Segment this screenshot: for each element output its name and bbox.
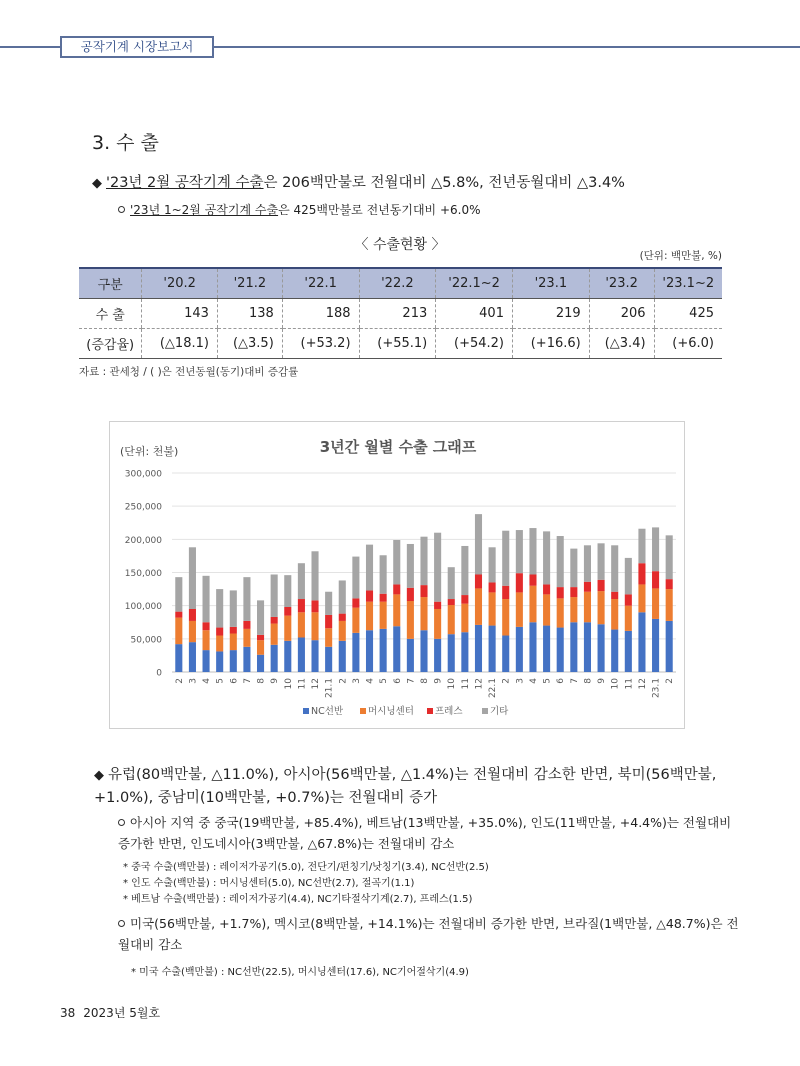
header-cell: '22.1 — [282, 268, 359, 298]
section-title: 3. 수 출 — [92, 132, 159, 154]
bar-segment — [489, 626, 496, 672]
x-tick-label: 11 — [460, 678, 471, 690]
bar-segment — [570, 622, 577, 672]
bar-segment — [502, 531, 509, 586]
table-row — [79, 298, 722, 328]
legend-swatch — [427, 708, 433, 714]
bar-segment — [366, 630, 373, 672]
bar-segment — [284, 641, 291, 672]
x-tick-label: 5 — [542, 678, 553, 684]
bar-segment — [189, 642, 196, 672]
bar-segment — [652, 588, 659, 619]
bar-segment — [175, 577, 182, 611]
bar-segment — [638, 584, 645, 612]
bar-segment — [189, 609, 196, 621]
legend-swatch — [482, 708, 488, 714]
circle-bullet-icon — [118, 819, 125, 826]
table-cell: (+6.0) — [654, 328, 722, 358]
table-cell: 138 — [217, 298, 282, 328]
bar-segment — [393, 540, 400, 584]
main-bullet — [92, 171, 625, 192]
bar-segment — [638, 529, 645, 563]
bar-segment — [516, 592, 523, 626]
bar-segment — [489, 582, 496, 592]
legend-label: 머시닝센터 — [368, 706, 414, 717]
bar-segment — [311, 640, 318, 672]
issue-label: 2023년 5월호 — [83, 1006, 161, 1020]
bar-segment — [420, 585, 427, 597]
bar-segment — [584, 622, 591, 672]
bar-segment — [420, 630, 427, 672]
bar-segment — [216, 589, 223, 627]
bar-segment — [380, 555, 387, 593]
bar-segment — [271, 574, 278, 616]
bar-segment — [216, 628, 223, 636]
header-cell: '23.1~2 — [654, 268, 722, 298]
bar-segment — [475, 588, 482, 624]
bar-segment — [230, 634, 237, 651]
bar-segment — [557, 628, 564, 672]
table-cell: (+53.2) — [282, 328, 359, 358]
bar-segment — [311, 612, 318, 640]
bar-segment — [529, 574, 536, 585]
table-unit: (단위: 백만불, %) — [639, 250, 722, 262]
bar-segment — [611, 592, 618, 599]
row-label: 수 출 — [79, 298, 142, 328]
x-tick-label: 4 — [202, 678, 213, 684]
table-cell: 206 — [589, 298, 654, 328]
bar-segment — [203, 576, 210, 622]
table-cell: (+55.1) — [359, 328, 436, 358]
x-tick-label: 10 — [283, 678, 294, 690]
x-tick-label: 4 — [365, 678, 376, 684]
america-sub-text: 미국(56백만불, +1.7%), 멕시코(8백만불, +14.1%)는 전월대비 증가한 반면, 브라질(1백만불, △48.7%)은 전월대비 감소 — [118, 916, 739, 952]
bar-segment — [420, 597, 427, 630]
x-tick-label: 10 — [447, 678, 458, 690]
bar-segment — [461, 604, 468, 633]
bar-segment — [352, 598, 359, 607]
x-tick-label: 7 — [569, 678, 580, 684]
x-tick-label: 8 — [420, 678, 430, 684]
region-bullet-text: 유럽(80백만불, △11.0%), 아시아(56백만불, △1.4%)는 전월대비 감소한 반면, 북미(56백만불, +1.0%), 중남미(10백만불, +0.7%)는 전월대비 증가 — [94, 767, 717, 806]
legend-label: 프레스 — [435, 706, 463, 717]
table-cell: (△18.1) — [142, 328, 218, 358]
bar-segment — [529, 622, 536, 672]
export-chart — [109, 421, 685, 729]
y-tick-label: 300,000 — [124, 469, 162, 480]
bar-segment — [366, 590, 373, 601]
bar-segment — [502, 586, 509, 599]
bar-segment — [243, 629, 250, 647]
x-tick-label: 6 — [392, 678, 403, 684]
note-china: * 중국 수출(백만불) : 레이저가공기(5.0), 전단기/펀칭기/낫칭기(3.4), NC선반(2.5) — [123, 862, 489, 873]
header-cell: '21.2 — [217, 268, 282, 298]
x-tick-label: 8 — [256, 678, 267, 684]
bar-segment — [393, 626, 400, 672]
bar-segment — [584, 582, 591, 592]
asia-sub-text: 아시아 지역 중 중국(19백만불, +85.4%), 베트남(13백만불, +35.0%), 인도(11백만불, +4.4%)는 전월대비 증가한 반면, 인도네시아(3백만불, △67.8%)는 전월대비 감소 — [118, 815, 732, 851]
sub-bullet — [118, 201, 480, 218]
bar-segment — [652, 619, 659, 672]
x-tick-label: 2 — [338, 678, 349, 684]
x-tick-label: 12 — [311, 678, 322, 690]
table-cell: 188 — [282, 298, 359, 328]
bar-segment — [434, 609, 441, 639]
sub-bullet-subject: '23년 1~2월 공작기계 수출 — [130, 203, 279, 217]
x-tick-label: 9 — [433, 678, 444, 684]
page-number: 38 — [60, 1006, 76, 1020]
y-tick-label: 0 — [156, 668, 162, 679]
header-cell: '22.2 — [359, 268, 436, 298]
bar-segment — [230, 627, 237, 634]
bar-segment — [638, 612, 645, 672]
bar-segment — [311, 551, 318, 600]
bar-segment — [257, 635, 264, 640]
x-tick-label: 3 — [351, 678, 362, 684]
bar-segment — [584, 592, 591, 623]
x-tick-label: 23.1 — [651, 678, 662, 699]
bar-segment — [352, 557, 359, 599]
bar-segment — [175, 612, 182, 618]
x-tick-label: 4 — [528, 678, 539, 684]
bar-segment — [284, 607, 291, 616]
bar-segment — [543, 594, 550, 625]
america-sub-bullet — [118, 913, 744, 955]
bar-segment — [625, 606, 632, 631]
bar-segment — [339, 621, 346, 641]
header-cell: '20.2 — [142, 268, 218, 298]
bar-segment — [434, 639, 441, 672]
legend-label: NC선반 — [311, 706, 344, 717]
bar-segment — [543, 531, 550, 584]
bar-segment — [271, 645, 278, 672]
bar-segment — [189, 621, 196, 642]
report-section-tab: 공작기계 시장보고서 — [60, 36, 214, 58]
bar-segment — [611, 599, 618, 630]
x-tick-label: 2 — [665, 678, 676, 684]
bar-segment — [420, 537, 427, 585]
table-cell: 401 — [436, 298, 513, 328]
table-source: 자료 : 관세청 / ( )은 전년동월(동기)대비 증감률 — [79, 366, 299, 378]
bar-segment — [652, 571, 659, 588]
table-cell: (△3.4) — [589, 328, 654, 358]
bar-segment — [570, 549, 577, 587]
bar-segment — [366, 545, 373, 591]
table-cell: (+16.6) — [512, 328, 589, 358]
bar-segment — [298, 563, 305, 599]
bar-segment — [461, 595, 468, 604]
bar-segment — [543, 584, 550, 594]
bar-segment — [284, 616, 291, 641]
chart-unit-label: (단위: 천불) — [120, 445, 179, 458]
bar-segment — [448, 634, 455, 672]
x-tick-label: 7 — [406, 678, 417, 684]
bar-segment — [175, 618, 182, 645]
x-tick-label: 9 — [597, 678, 608, 684]
bar-segment — [243, 621, 250, 629]
bar-segment — [339, 614, 346, 621]
table-header-row — [79, 268, 722, 298]
x-tick-label: 7 — [242, 678, 253, 684]
diamond-bullet-icon: ◆ — [94, 768, 104, 783]
bar-segment — [257, 640, 264, 655]
bar-segment — [325, 647, 332, 672]
bar-segment — [475, 514, 482, 574]
bar-segment — [271, 617, 278, 624]
legend-swatch — [303, 708, 309, 714]
x-tick-label: 3 — [515, 678, 526, 684]
x-tick-label: 8 — [583, 678, 594, 684]
bar-segment — [516, 573, 523, 592]
bar-segment — [666, 589, 673, 621]
bar-segment — [625, 594, 632, 605]
table-title: 〈 수출현황 〉 — [354, 237, 446, 253]
y-tick-label: 250,000 — [124, 502, 162, 513]
bar-segment — [243, 577, 250, 621]
circle-bullet-icon — [118, 920, 125, 927]
bar-segment — [598, 543, 605, 579]
x-tick-label: 9 — [270, 678, 281, 684]
x-tick-label: 2 — [501, 678, 512, 684]
bar-segment — [625, 558, 632, 594]
bar-segment — [625, 631, 632, 672]
bar-segment — [611, 545, 618, 591]
bar-segment — [666, 579, 673, 589]
bar-segment — [611, 630, 618, 672]
y-tick-label: 50,000 — [130, 635, 162, 646]
x-tick-label: 11 — [297, 678, 308, 690]
bar-segment — [598, 591, 605, 624]
bar-segment — [352, 608, 359, 633]
bar-segment — [380, 594, 387, 602]
x-tick-label: 3 — [188, 678, 199, 684]
region-bullet — [94, 764, 744, 810]
bar-segment — [543, 626, 550, 672]
bar-segment — [584, 545, 591, 581]
bar-segment — [189, 547, 196, 609]
bar-segment — [448, 605, 455, 634]
bar-segment — [475, 574, 482, 588]
bar-segment — [175, 644, 182, 672]
bar-segment — [298, 599, 305, 612]
bar-segment — [230, 650, 237, 672]
diamond-bullet-icon: ◆ — [92, 176, 102, 191]
bar-segment — [271, 624, 278, 645]
chart-svg — [110, 422, 686, 730]
note-india: * 인도 수출(백만불) : 머시닝센터(5.0), NC선반(2.7), 절곡기(1.1) — [123, 878, 415, 889]
y-tick-label: 100,000 — [124, 602, 162, 613]
bar-segment — [203, 622, 210, 630]
table-cell: 213 — [359, 298, 436, 328]
bar-segment — [434, 602, 441, 609]
x-tick-label: 12 — [637, 678, 648, 690]
x-tick-label: 11 — [624, 678, 635, 690]
x-tick-label: 5 — [379, 678, 390, 684]
bar-segment — [407, 588, 414, 601]
bar-segment — [257, 655, 264, 672]
bar-segment — [489, 547, 496, 582]
bar-segment — [461, 546, 468, 595]
x-tick-label: 12 — [474, 678, 485, 690]
x-tick-label: 2 — [174, 678, 185, 684]
note-usa: * 미국 수출(백만불) : NC선반(22.5), 머시닝센터(17.6), NC기어절삭기(4.9) — [131, 967, 469, 978]
bar-segment — [407, 601, 414, 639]
bar-segment — [502, 599, 509, 635]
x-tick-label: 5 — [215, 678, 226, 684]
circle-bullet-icon — [118, 206, 125, 213]
export-table — [79, 267, 722, 359]
bar-segment — [557, 598, 564, 627]
bar-segment — [298, 612, 305, 637]
bar-segment — [598, 624, 605, 672]
table-cell: 425 — [654, 298, 722, 328]
bar-segment — [325, 615, 332, 628]
bar-segment — [393, 584, 400, 594]
bar-segment — [461, 632, 468, 672]
sub-bullet-text: 은 425백만불로 전년동기대비 +6.0% — [278, 203, 481, 217]
bar-segment — [407, 544, 414, 588]
bar-segment — [407, 639, 414, 672]
bar-segment — [666, 621, 673, 672]
table-cell: 219 — [512, 298, 589, 328]
bar-segment — [339, 580, 346, 613]
bar-segment — [557, 536, 564, 587]
bar-segment — [434, 533, 441, 602]
bar-segment — [598, 580, 605, 591]
bar-segment — [284, 575, 291, 607]
note-vietnam: * 베트남 수출(백만불) : 레이저가공기(4.4), NC기타절삭기계(2.7), 프레스(1.5) — [123, 894, 473, 905]
bar-segment — [257, 600, 264, 634]
bar-segment — [380, 602, 387, 629]
legend-swatch — [360, 708, 366, 714]
bar-segment — [502, 636, 509, 672]
x-tick-label: 10 — [610, 678, 621, 690]
bar-segment — [325, 628, 332, 647]
bar-segment — [652, 527, 659, 571]
y-tick-label: 200,000 — [124, 535, 162, 546]
y-tick-label: 150,000 — [124, 569, 162, 579]
bar-segment — [666, 535, 673, 579]
x-tick-label: 21.1 — [324, 678, 335, 699]
bar-segment — [516, 530, 523, 573]
row-label: (증감율) — [79, 328, 142, 358]
header-cell: '23.1 — [512, 268, 589, 298]
bar-segment — [557, 587, 564, 598]
main-bullet-text: 은 206백만불로 전월대비 △5.8%, 전년동월대비 △3.4% — [263, 175, 625, 191]
x-tick-label: 6 — [229, 678, 240, 684]
bar-segment — [448, 567, 455, 599]
bar-segment — [529, 586, 536, 622]
table-cell: (△3.5) — [217, 328, 282, 358]
bar-segment — [216, 636, 223, 652]
bar-segment — [298, 638, 305, 672]
bar-segment — [203, 650, 210, 672]
bar-segment — [203, 630, 210, 650]
header-cell: 구분 — [79, 268, 142, 298]
bar-segment — [475, 625, 482, 672]
bar-segment — [516, 627, 523, 672]
bar-segment — [448, 599, 455, 605]
asia-sub-bullet — [118, 812, 744, 854]
bar-segment — [366, 602, 373, 631]
bar-segment — [243, 647, 250, 672]
bar-segment — [529, 528, 536, 574]
header-cell: '23.2 — [589, 268, 654, 298]
bar-segment — [570, 597, 577, 622]
x-tick-label: 6 — [556, 678, 567, 684]
page-footer — [60, 1004, 160, 1021]
main-bullet-subject: '23년 2월 공작기계 수출 — [106, 175, 264, 191]
bar-segment — [489, 592, 496, 625]
bar-segment — [325, 592, 332, 615]
chart-title: 3년간 월별 수출 그래프 — [319, 438, 477, 456]
bar-segment — [216, 651, 223, 672]
table-row — [79, 328, 722, 358]
bar-segment — [311, 600, 318, 612]
bar-segment — [393, 594, 400, 626]
table-cell: (+54.2) — [436, 328, 513, 358]
legend-label: 기타 — [490, 706, 509, 717]
bar-segment — [339, 641, 346, 672]
bar-segment — [638, 563, 645, 584]
x-tick-label: 22.1 — [488, 678, 499, 699]
bar-segment — [570, 587, 577, 597]
header-cell: '22.1~2 — [436, 268, 513, 298]
bar-segment — [352, 633, 359, 672]
bar-segment — [380, 629, 387, 672]
bar-segment — [230, 590, 237, 626]
table-cell: 143 — [142, 298, 218, 328]
